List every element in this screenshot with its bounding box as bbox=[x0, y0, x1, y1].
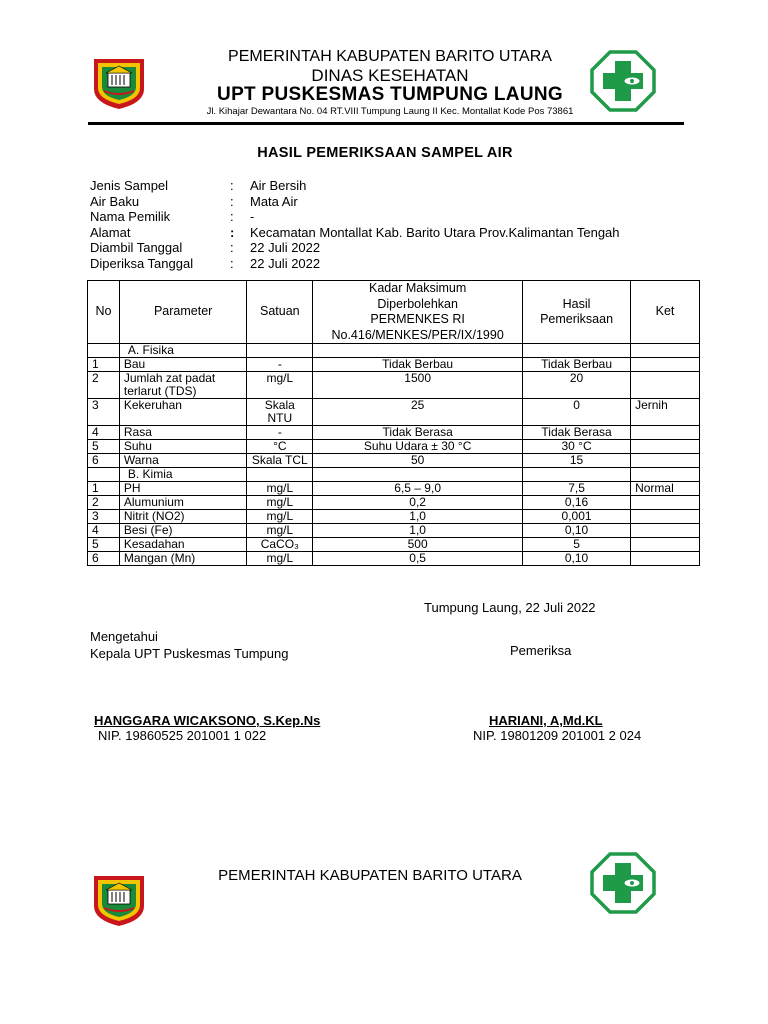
cell-ket: Normal bbox=[631, 482, 700, 496]
cell-no: 5 bbox=[88, 538, 120, 552]
signatory-name-head: HANGGARA WICAKSONO, S.Kep.Ns bbox=[94, 713, 321, 728]
table-row bbox=[88, 426, 700, 440]
cell-kadar: 1,0 bbox=[313, 524, 523, 538]
cell-kadar: 0,5 bbox=[313, 552, 523, 566]
cell-kadar: Tidak Berbau bbox=[313, 358, 523, 372]
table-cell bbox=[631, 344, 700, 358]
info-value: Air Bersih bbox=[250, 178, 307, 193]
header-hasil-line: Hasil bbox=[562, 296, 591, 311]
info-colon: : bbox=[230, 178, 234, 193]
cell-kadar: 50 bbox=[313, 454, 523, 468]
letterhead-divider bbox=[88, 122, 684, 125]
info-row-diperiksa-tanggal bbox=[90, 256, 620, 272]
cell-param: PH bbox=[119, 482, 247, 496]
cell-no: 5 bbox=[88, 440, 120, 454]
info-row-jenis-sampel bbox=[90, 178, 620, 194]
table-cell bbox=[88, 468, 120, 482]
table-row bbox=[88, 372, 700, 399]
cell-ket bbox=[631, 552, 700, 566]
cell-hasil: 0,001 bbox=[523, 510, 631, 524]
section-label: A. Fisika bbox=[119, 344, 247, 358]
info-colon: : bbox=[230, 209, 234, 224]
table-row bbox=[88, 496, 700, 510]
cell-hasil: 5 bbox=[523, 538, 631, 552]
cell-no: 2 bbox=[88, 372, 120, 399]
header-kadar-line: Kadar Maksimum bbox=[369, 281, 467, 295]
info-colon: : bbox=[230, 240, 234, 255]
table-row bbox=[88, 552, 700, 566]
cell-ket: Jernih bbox=[631, 399, 700, 426]
cell-hasil: 0,10 bbox=[523, 552, 631, 566]
table-header-row bbox=[88, 281, 700, 344]
cell-hasil: 15 bbox=[523, 454, 631, 468]
cell-param: Bau bbox=[119, 358, 247, 372]
info-label: Alamat bbox=[90, 224, 131, 240]
header-satuan: Satuan bbox=[247, 281, 313, 344]
info-value: 22 Juli 2022 bbox=[250, 240, 321, 255]
cell-no: 1 bbox=[88, 358, 120, 372]
cell-param: Mangan (Mn) bbox=[119, 552, 247, 566]
section-label: B. Kimia bbox=[119, 468, 247, 482]
kepala-label: Kepala UPT Puskesmas Tumpung bbox=[90, 646, 289, 661]
cell-param: Alumunium bbox=[119, 496, 247, 510]
cell-param: Rasa bbox=[119, 426, 247, 440]
cell-kadar: 500 bbox=[313, 538, 523, 552]
cell-satuan: °C bbox=[247, 440, 313, 454]
cell-hasil: Tidak Berasa bbox=[523, 426, 631, 440]
table-row bbox=[88, 440, 700, 454]
table-row bbox=[88, 399, 700, 426]
cell-hasil: 0,16 bbox=[523, 496, 631, 510]
cell-param: Warna bbox=[119, 454, 247, 468]
info-value: Kecamatan Montallat Kab. Barito Utara Prov.Kalimantan Tengah bbox=[250, 224, 620, 240]
cell-satuan: Skala TCL bbox=[247, 454, 313, 468]
cell-satuan: mg/L bbox=[247, 510, 313, 524]
cell-no: 3 bbox=[88, 510, 120, 524]
info-label: Air Baku bbox=[90, 193, 140, 209]
cell-ket bbox=[631, 510, 700, 524]
cell-ket bbox=[631, 372, 700, 399]
cell-ket bbox=[631, 496, 700, 510]
regency-emblem-logo bbox=[90, 55, 148, 111]
acknowledgement-block bbox=[90, 628, 288, 662]
section-row-fisika bbox=[88, 344, 700, 358]
info-colon: : bbox=[230, 255, 234, 271]
cell-param: Nitrit (NO2) bbox=[119, 510, 247, 524]
cell-param: Kesadahan bbox=[119, 538, 247, 552]
info-colon: : bbox=[230, 193, 234, 209]
info-label: Diperiksa Tanggal bbox=[90, 255, 194, 271]
signatory-name-examiner: HARIANI, A,Md.KL bbox=[489, 713, 603, 728]
cell-no: 6 bbox=[88, 454, 120, 468]
header-kadar-line: No.416/MENKES/PER/IX/1990 bbox=[331, 327, 504, 342]
header-ket: Ket bbox=[631, 281, 700, 344]
table-cell bbox=[247, 468, 313, 482]
cell-no: 1 bbox=[88, 482, 120, 496]
signatory-nip-examiner: NIP. 19801209 201001 2 024 bbox=[473, 728, 642, 743]
cell-ket bbox=[631, 524, 700, 538]
info-row-diambil-tanggal bbox=[90, 240, 620, 256]
header-parameter: Parameter bbox=[119, 281, 247, 344]
regency-emblem-logo-footer bbox=[90, 872, 148, 928]
cell-ket bbox=[631, 440, 700, 454]
info-row-alamat bbox=[90, 225, 620, 241]
cell-hasil: 30 °C bbox=[523, 440, 631, 454]
cell-satuan: mg/L bbox=[247, 524, 313, 538]
table-cell bbox=[313, 468, 523, 482]
info-label: Jenis Sampel bbox=[90, 178, 169, 193]
cell-no: 4 bbox=[88, 524, 120, 538]
info-value: - bbox=[250, 209, 255, 224]
section-row-kimia bbox=[88, 468, 700, 482]
cell-hasil: 0 bbox=[523, 399, 631, 426]
letterhead-institution: UPT PUSKESMAS TUMPUNG LAUNG bbox=[217, 84, 563, 105]
puskesmas-logo-footer bbox=[590, 852, 656, 914]
cell-satuan: - bbox=[247, 426, 313, 440]
table-row bbox=[88, 358, 700, 372]
cell-kadar: 1500 bbox=[313, 372, 523, 399]
document-title: HASIL PEMERIKSAAN SAMPEL AIR bbox=[257, 145, 513, 161]
header-kadar-maksimum bbox=[313, 281, 523, 344]
place-date: Tumpung Laung, 22 Juli 2022 bbox=[424, 600, 596, 615]
cell-satuan: mg/L bbox=[247, 482, 313, 496]
header-hasil-pemeriksaan bbox=[523, 281, 631, 344]
signatory-nip-head: NIP. 19860525 201001 1 022 bbox=[98, 728, 267, 743]
cell-param: Kekeruhan bbox=[119, 399, 247, 426]
footer-government: PEMERINTAH KABUPATEN BARITO UTARA bbox=[218, 867, 522, 884]
table-cell bbox=[313, 344, 523, 358]
table-cell bbox=[631, 468, 700, 482]
cell-ket bbox=[631, 426, 700, 440]
cell-kadar: Tidak Berasa bbox=[313, 426, 523, 440]
table-row bbox=[88, 510, 700, 524]
cell-param: Jumlah zat padat terlarut (TDS) bbox=[119, 372, 247, 399]
info-row-air-baku bbox=[90, 194, 620, 210]
header-kadar-line: PERMENKES RI bbox=[370, 312, 465, 326]
header-kadar-line: Diperbolehkan bbox=[377, 296, 458, 311]
cell-no: 2 bbox=[88, 496, 120, 510]
header-hasil-line: Pemeriksaan bbox=[540, 312, 614, 326]
mengetahui-label: Mengetahui bbox=[90, 629, 158, 644]
info-label: Nama Pemilik bbox=[90, 209, 171, 224]
header-no: No bbox=[88, 281, 120, 344]
table-row bbox=[88, 482, 700, 496]
cell-hasil: Tidak Berbau bbox=[523, 358, 631, 372]
cell-no: 4 bbox=[88, 426, 120, 440]
cell-satuan: mg/L bbox=[247, 372, 313, 399]
cell-kadar: 25 bbox=[313, 399, 523, 426]
cell-kadar: Suhu Udara ± 30 °C bbox=[313, 440, 523, 454]
cell-hasil: 0,10 bbox=[523, 524, 631, 538]
cell-no: 6 bbox=[88, 552, 120, 566]
table-row bbox=[88, 524, 700, 538]
pemeriksa-label: Pemeriksa bbox=[510, 643, 572, 658]
letterhead-government: PEMERINTAH KABUPATEN BARITO UTARA bbox=[228, 48, 552, 65]
letterhead-address: Jl. Kihajar Dewantara No. 04 RT.VIII Tumpung Laung II Kec. Montallat Kode Pos 73861 bbox=[206, 106, 574, 117]
info-row-nama-pemilik bbox=[90, 209, 620, 225]
cell-kadar: 1,0 bbox=[313, 510, 523, 524]
table-cell bbox=[523, 468, 631, 482]
results-table bbox=[87, 280, 700, 566]
cell-satuan: - bbox=[247, 358, 313, 372]
cell-ket bbox=[631, 454, 700, 468]
sample-info bbox=[90, 178, 620, 271]
info-colon: : bbox=[230, 224, 235, 240]
cell-satuan: Skala NTU bbox=[247, 399, 313, 426]
cell-param: Besi (Fe) bbox=[119, 524, 247, 538]
info-value: Mata Air bbox=[250, 193, 298, 209]
cell-hasil: 7,5 bbox=[523, 482, 631, 496]
table-cell bbox=[523, 344, 631, 358]
cell-ket bbox=[631, 358, 700, 372]
cell-satuan: CaCO₃ bbox=[247, 538, 313, 552]
cell-satuan: mg/L bbox=[247, 552, 313, 566]
table-cell bbox=[88, 344, 120, 358]
table-row bbox=[88, 538, 700, 552]
cell-param: Suhu bbox=[119, 440, 247, 454]
cell-ket bbox=[631, 538, 700, 552]
cell-hasil: 20 bbox=[523, 372, 631, 399]
info-label: Diambil Tanggal bbox=[90, 240, 183, 255]
cell-kadar: 6,5 – 9,0 bbox=[313, 482, 523, 496]
table-row bbox=[88, 454, 700, 468]
cell-no: 3 bbox=[88, 399, 120, 426]
table-cell bbox=[247, 344, 313, 358]
letterhead-department: DINAS KESEHATAN bbox=[311, 66, 469, 85]
cell-satuan: mg/L bbox=[247, 496, 313, 510]
info-value: 22 Juli 2022 bbox=[250, 255, 321, 271]
cell-kadar: 0,2 bbox=[313, 496, 523, 510]
